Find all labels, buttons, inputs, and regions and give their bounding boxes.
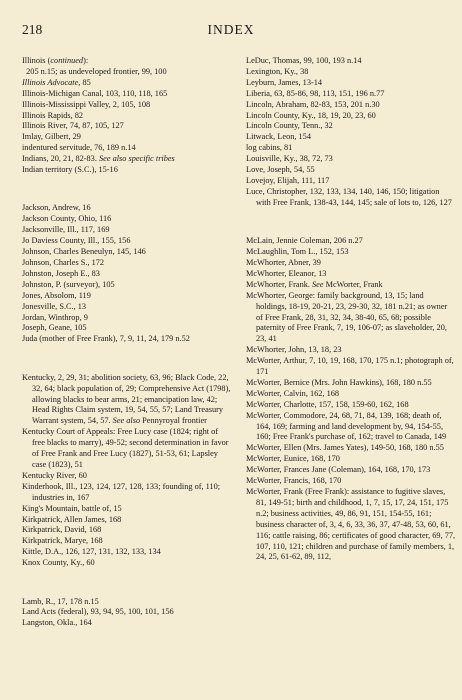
index-entry: Lovejoy, Elijah, 111, 117 [246,175,330,185]
index-entry: LeDuc, Thomas, 99, 100, 193 n.14 [246,56,362,65]
index-entry: McWorter, Calvin, 162, 168 [246,388,340,398]
index-entry: Imlay, Gilbert, 29 [22,132,81,142]
page-header [22,22,440,40]
section-gap [22,577,232,588]
index-entry: indentured servitude, 76, 189 n.14 [22,143,136,153]
index-entry: Jackson, Andrew, 16 [22,203,91,213]
index-entry: McWorter, Francis, 168, 170 [246,476,342,486]
index-entry: King's Mountain, battle of, 15 [22,503,122,513]
index-entry: Lincoln County, Ky., 18, 19, 20, 23, 60 [246,110,376,120]
index-entry: log cabins, 81 [246,143,293,153]
index-entry: Illinois Advocate, 85 [22,77,91,87]
index-entry: Jones, Absolom, 119 [22,290,91,300]
index-entry: Luce, Christopher, 132, 133, 134, 140, 146, 150; litigation with Free Frank, 138-43, 144, 145; sale of lots to, 126, 127 [246,186,452,207]
index-entry: Jonesville, S.C., 13 [22,301,87,311]
index-entry: Illinois (continued): [22,56,89,65]
index-entry: Love, Joseph, 54, 55 [246,165,315,175]
index-entry: Jacksonville, Ill., 117, 169 [22,225,110,235]
index-entry: Illinois-Mississippi Valley, 2, 105, 108 [22,99,151,109]
index-entry: McWorter, Arthur, 7, 10, 19, 168, 170, 175 n.1; photograph of, 171 [246,356,454,377]
index-entry: Illinois River, 74, 87, 105, 127 [22,121,124,131]
index-entry: McWorter, Bernice (Mrs. John Hawkins), 168, 180 n.55 [246,377,432,387]
running-head-title: INDEX [207,22,255,37]
index-entry: McWorter, Frances Jane (Coleman), 164, 168, 170, 173 [246,465,431,475]
index-entry: McWorter, Charlotte, 157, 158, 159-60, 162, 168 [246,399,409,409]
index-entry: McWhorter, Eleanor, 13 [246,268,327,278]
index-entry: McWhorter, George: family background, 13, 15; land holdings, 18-19, 20-21, 23, 29-30, 32, 181 n.21; as owner of Free Frank, 28, 31, 32, 34, 38-40, 65, 68; possible paternity of Free Frank, 7, 19, 106-07; as slaveholder, 20, 23, 41 [246,290,448,344]
index-entry: Jo Daviess County, Ill., 155, 156 [22,236,131,246]
index-entry: Kentucky, 2, 29, 31; abolition society, 63, 96; Black Code, 22, 32, 64; black population of, 29; Comprehensive Act (1798), allowing blacks to bear arms, 21; emancipation law, 42; Head Rights Claim system, 19, 54, 55, 57; Land Treasury Warrant system, 54, 57. See also Pennyroyal frontier [22,372,231,426]
index-entry: Leyburn, James, 13-14 [246,77,323,87]
index-entry: McWorter, Frank (Free Frank): assistance to fugitive slaves, 81, 149-51; birth and childhood, 1, 7, 15, 17, 24, 151, 175 n.2; business activities, 49, 86, 91, 151, 154-55, 161; business character of, 3, 4, 6, 33, 36, 37, 47-48, 53, 60, 61, 116; cattle raising, 86; certificates of good character, 69, 77, 107, 110, 121; children and purchase of family members, 1, 24, 25, 61-62, 89, 112, [246,487,456,562]
index-entry: Indians, 20, 21, 82-83. See also specific tribes [22,154,175,164]
index-entry: McWorter, Ellen (Mrs. James Yates), 149-50, 168, 180 n.55 [246,443,444,453]
page-number: 218 [22,22,43,37]
index-entry: Louisville, Ky., 38, 72, 73 [246,154,333,164]
index-entry: McWorter, Commodore, 24, 68, 71, 84, 139, 168; death of, 164, 169; farming and land development by, 94, 154-55, 160; Free Frank's purchase of, 162; travel to Canada, 149 [246,410,447,442]
index-entry: Johnson, Charles Beneulyn, 145, 146 [22,247,146,257]
index-entry: Kittle, D.A., 126, 127, 131, 132, 133, 134 [22,547,161,557]
index-entry: Lamb, R., 17, 178 n.15 [22,596,99,606]
index-entry: McWhorter, John, 13, 18, 23 [246,345,342,355]
index-column-left [22,56,232,629]
index-entry: Johnson, Charles S., 172 [22,257,105,267]
index-entry: McLaughlin, Tom L., 152, 153 [246,247,349,257]
index-entry: Land Acts (federal), 93, 94, 95, 100, 101, 156 [22,607,174,617]
index-entry: Illinois-Michigan Canal, 103, 110, 118, 165 [22,88,168,98]
index-entry: Johnston, Joseph E., 83 [22,268,100,278]
index-entry: Lincoln, Abraham, 82-83, 153, 201 n.30 [246,99,380,109]
index-entry: Litwack, Leon, 154 [246,132,311,142]
index-entry: Knox County, Ky., 60 [22,558,95,568]
index-entry: Kentucky River, 60 [22,470,87,480]
section-gap [22,184,232,195]
index-entry: McWorter, Eunice, 168, 170 [246,454,340,464]
index-entry: Kirkpatrick, Allen James, 168 [22,514,122,524]
index-entry: Langston, Okla., 164 [22,618,92,628]
section-gap [246,217,456,228]
index-entry: Juda (mother of Free Frank), 7, 9, 11, 24, 179 n.52 [22,334,190,344]
index-entry: Jackson County, Ohio, 116 [22,214,112,224]
index-entry: Illinois Rapids, 82 [22,110,84,120]
index-entry: Lexington, Ky., 38 [246,66,309,76]
index-entry: Liberia, 63, 85-86, 98, 113, 151, 196 n.77 [246,88,385,98]
index-entry: 205 n.15; as undeveloped frontier, 99, 100 [22,66,167,76]
index-entry: Kirkpatrick, David, 168 [22,525,102,535]
index-column-right [246,56,456,563]
index-entry: McWhorter, Abner, 39 [246,257,321,267]
index-entry: Johnston, P. (surveyor), 105 [22,279,115,289]
index-entry: Joseph, Geane, 105 [22,323,87,333]
index-entry: Lincoln County, Tenn., 32 [246,121,333,131]
index-entry: Indian territory (S.C.), 15-16 [22,165,118,175]
index-entry: Kentucky Court of Appeals: Free Lucy case (1824; right of free blacks to marry), 49-52; second determination in favor of Free Frank and Free Lucy (1827), 51-53, 61; Lapsley case (1823), 51 [22,427,229,469]
index-entry: McLain, Jennie Coleman, 206 n.27 [246,236,363,246]
index-entry: Jordan, Winthrop, 9 [22,312,88,322]
section-gap [22,354,232,365]
index-entry: Kirkpatrick, Marye, 168 [22,536,103,546]
index-entry: McWhorter, Frank. See McWorter, Frank [246,279,383,289]
index-entry: Kinderhook, Ill., 123, 124, 127, 128, 133; founding of, 110; industries in, 167 [22,481,221,502]
